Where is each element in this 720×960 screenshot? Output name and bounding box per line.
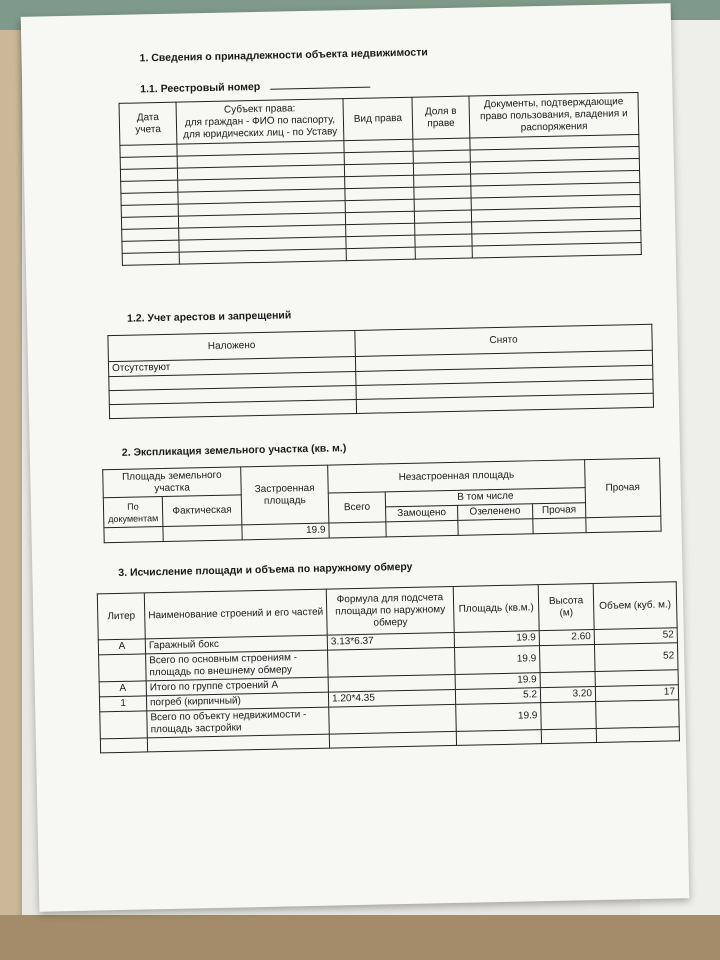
col-actual: Фактическая <box>162 495 242 527</box>
document-page <box>21 3 690 911</box>
col-land-area: Площадь земельного участка <box>103 467 242 498</box>
col-other-sub: Прочая <box>532 503 586 519</box>
col-paved: Замощено <box>386 505 458 522</box>
table-row: Всего по объекту недвижимости - площадь застройки 19.9 <box>100 700 679 739</box>
section-1-2-title: 1.2. Учет арестов и запрещений <box>126 309 292 325</box>
col-volume: Объем (куб. м.) <box>593 582 677 630</box>
registry-number-label: 1.1. Реестровый номер <box>140 77 370 96</box>
built-area-value: 19.9 <box>242 523 329 540</box>
col-including: В том числе <box>385 488 585 507</box>
table-row: А Гаражный бокс 3.13*6.37 19.9 2.60 52 <box>98 628 677 655</box>
col-name: Наименование строений и его частей <box>144 589 327 639</box>
col-total: Всего <box>328 492 386 523</box>
col-subject: Субъект права: для граждан - ФИО по паспорту, для юридических лиц - по Уставу <box>176 99 344 144</box>
col-right-kind: Вид права <box>343 97 413 140</box>
section-1-title: 1. Сведения о принадлежности объекта недвижимости <box>139 46 428 65</box>
col-imposed: Наложено <box>108 330 355 361</box>
col-other: Прочая <box>585 458 661 518</box>
area-volume-table <box>97 581 680 753</box>
col-height: Высота (м) <box>538 584 594 631</box>
registry-number-line <box>270 77 370 90</box>
col-share: Доля в праве <box>412 96 470 139</box>
table-row: Всего по основным строениям - площадь по внешнему обмеру 19.9 52 <box>99 643 678 682</box>
col-removed: Снято <box>355 324 652 356</box>
table-row: 1 погреб (кирпичный) 1.20*4.35 5.2 3.20 17 <box>99 685 678 712</box>
col-formula: Формула для подсчета площади по наружному обмеру <box>326 586 454 635</box>
ownership-table <box>119 92 642 266</box>
col-documents: Документы, подтверждающие право пользования, владения и распоряжения <box>469 92 639 138</box>
col-area: Площадь (кв.м.) <box>453 585 539 633</box>
background-floor <box>0 915 720 960</box>
arrests-table <box>107 324 654 419</box>
col-date: Дата учета <box>119 102 177 145</box>
col-built-area: Застроенная площадь <box>241 465 329 525</box>
arrests-status: Отсутствуют <box>108 356 355 376</box>
table-row: А Итого по группе строений А 19.9 <box>99 670 678 697</box>
col-by-docs: По документам <box>103 497 163 528</box>
col-green: Озеленено <box>457 504 532 521</box>
land-explication-table <box>102 458 661 544</box>
section-2-title: 2. Экспликация земельного участка (кв. м.) <box>121 442 347 459</box>
section-3-title: 3. Исчисление площади и объема по наружному обмеру <box>118 560 413 579</box>
col-unbuilt-area: Незастроенная площадь <box>328 460 586 493</box>
col-liter: Литер <box>97 593 145 640</box>
